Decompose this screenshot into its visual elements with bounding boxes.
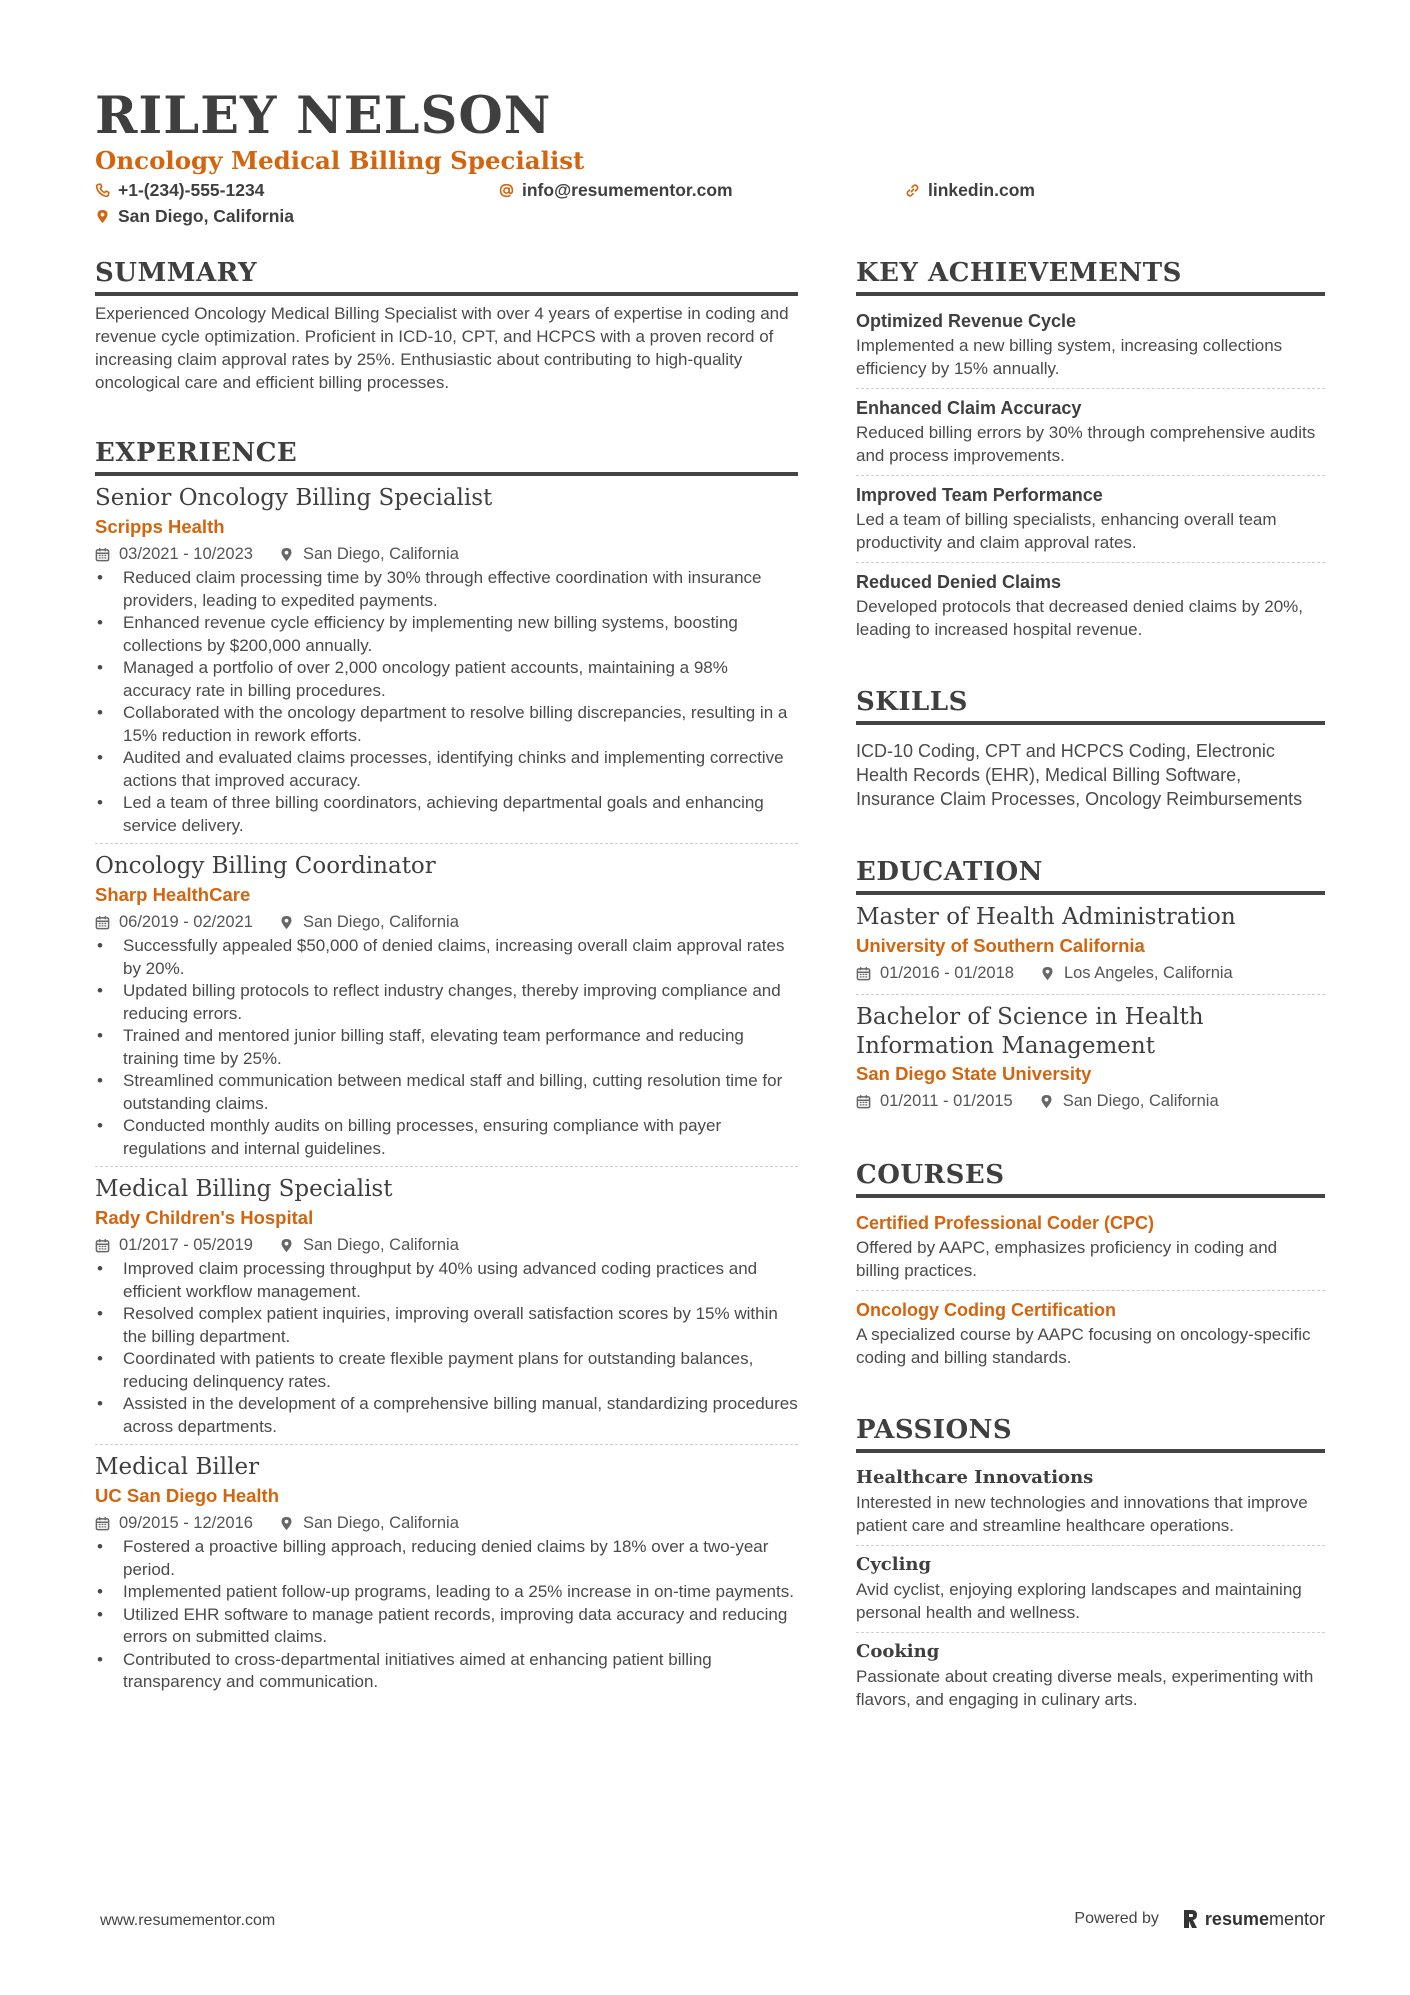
powered-by xyxy=(1074,1908,1325,1930)
job-dates-text: 06/2019 - 02/2021 xyxy=(119,913,253,931)
education-location-text: San Diego, California xyxy=(1062,1092,1219,1110)
achievement-text: Developed protocols that decreased denied claims by 20%, leading to increased hospital revenue. xyxy=(856,597,1303,639)
footer xyxy=(95,1908,1325,1938)
job-title: Oncology Billing Coordinator xyxy=(95,853,436,879)
skills-text: ICD-10 Coding, CPT and HCPCS Coding, Electronic Health Records (EHR), Medical Billing Software, Insurance Claim Processes, Oncology Reimbursements xyxy=(856,741,1303,809)
job-location-text: San Diego, California xyxy=(302,1514,459,1532)
phone-contact xyxy=(95,178,264,202)
calendar-icon xyxy=(95,1238,110,1253)
job-bullets xyxy=(95,1258,798,1438)
job-dates-text: 03/2021 - 10/2023 xyxy=(119,545,253,563)
job-company: Rady Children's Hospital xyxy=(95,1207,314,1228)
job-bullet: • Enhanced revenue cycle efficiency by implementing new billing systems, boosting collections by $200,000 annually. xyxy=(95,612,798,657)
job-bullet: • Fostered a proactive billing approach, reducing denied claims by 18% over a two-year period. xyxy=(95,1536,798,1581)
location-pin-icon xyxy=(1039,1094,1054,1109)
achievement-title: Enhanced Claim Accuracy xyxy=(856,398,1082,418)
job-dates xyxy=(95,542,253,566)
passions-section xyxy=(856,1413,1325,1719)
job-bullet: • Contributed to cross-departmental initiatives aimed at enhancing patient billing transparency and communication. xyxy=(95,1649,798,1694)
experience-section xyxy=(95,436,798,1700)
summary-heading: SUMMARY xyxy=(95,256,798,296)
brand-name-light: mentor xyxy=(1268,1908,1325,1929)
phone-text[interactable]: +1-(234)-555-1234 xyxy=(118,180,265,200)
resumementor-logo-icon xyxy=(1181,1908,1199,1930)
job-meta xyxy=(95,910,798,934)
job-bullet: • Successfully appealed $50,000 of denied claims, increasing overall claim approval rates by 20%. xyxy=(95,935,798,980)
location-pin-icon xyxy=(279,547,294,562)
job-bullet: • Improved claim processing throughput by 40% using advanced coding practices and efficient workflow management. xyxy=(95,1258,798,1303)
courses-heading: COURSES xyxy=(856,1158,1325,1198)
education-dates xyxy=(856,961,1014,985)
education-meta xyxy=(856,1089,1325,1113)
achievement-text: Implemented a new billing system, increasing collections efficiency by 15% annually. xyxy=(856,336,1283,378)
job-bullet: • Collaborated with the oncology department to resolve billing discrepancies, resulting in a 15% reduction in rework efforts. xyxy=(95,702,798,747)
footer-website-link[interactable]: www.resumementor.com xyxy=(100,1912,276,1929)
job-location-text: San Diego, California xyxy=(302,1236,459,1254)
powered-by-label: Powered by xyxy=(1074,1910,1159,1927)
job-meta xyxy=(95,542,798,566)
course-text: A specialized course by AAPC focusing on oncology-specific coding and billing standards. xyxy=(856,1325,1311,1367)
passion-text: Interested in new technologies and innovations that improve patient care and streamline healthcare operations. xyxy=(856,1493,1308,1535)
job-dates-text: 01/2017 - 05/2019 xyxy=(119,1236,253,1254)
education-item xyxy=(856,994,1325,1122)
passion-title: Cooking xyxy=(856,1641,940,1662)
job-bullet: • Managed a portfolio of over 2,000 oncology patient accounts, maintaining a 98% accuracy rate in billing procedures. xyxy=(95,657,798,702)
education-location xyxy=(1040,961,1233,985)
job-bullet: • Reduced claim processing time by 30% through effective coordination with insurance providers, leading to expedited payments. xyxy=(95,567,798,612)
school-name: University of Southern California xyxy=(856,935,1145,956)
job-location xyxy=(279,542,459,566)
location-pin-icon xyxy=(95,209,110,224)
summary-section xyxy=(95,256,798,394)
location-text: San Diego, California xyxy=(118,206,294,226)
achievement-text: Reduced billing errors by 30% through comprehensive audits and process improvements. xyxy=(856,423,1316,465)
education-location xyxy=(1039,1089,1219,1113)
job-bullet: • Coordinated with patients to create flexible payment plans for outstanding balances, reducing delinquency rates. xyxy=(95,1348,798,1393)
brand-logo[interactable] xyxy=(1181,1908,1325,1930)
job-location-text: San Diego, California xyxy=(302,545,459,563)
achievement-title: Optimized Revenue Cycle xyxy=(856,311,1077,331)
course-text: Offered by AAPC, emphasizes proficiency in coding and billing practices. xyxy=(856,1238,1278,1280)
job-bullet: • Audited and evaluated claims processes, identifying chinks and implementing corrective actions that improved accuracy. xyxy=(95,747,798,792)
course-item xyxy=(856,1290,1325,1377)
candidate-role: Oncology Medical Billing Specialist xyxy=(95,146,585,175)
job-dates xyxy=(95,1233,253,1257)
link-icon xyxy=(905,183,920,198)
job-company: Sharp HealthCare xyxy=(95,884,251,905)
job-bullets xyxy=(95,935,798,1160)
job-bullet: • Utilized EHR software to manage patient records, improving data accuracy and reducing errors on submitted claims. xyxy=(95,1604,798,1649)
skills-section xyxy=(856,685,1325,811)
right-column xyxy=(856,256,1325,1719)
achievement-item xyxy=(856,302,1325,388)
job-location xyxy=(279,910,459,934)
education-dates-text: 01/2016 - 01/2018 xyxy=(880,964,1014,982)
calendar-icon xyxy=(95,1516,110,1531)
passions-heading: PASSIONS xyxy=(856,1413,1325,1453)
job-entry xyxy=(95,1166,798,1444)
education-item xyxy=(856,901,1325,994)
job-bullet: • Streamlined communication between medical staff and billing, cutting resolution time for outstanding claims. xyxy=(95,1070,798,1115)
passion-title: Cycling xyxy=(856,1554,932,1575)
education-dates xyxy=(856,1089,1013,1113)
job-meta xyxy=(95,1511,798,1535)
calendar-icon xyxy=(95,915,110,930)
job-meta xyxy=(95,1233,798,1257)
school-name: San Diego State University xyxy=(856,1063,1092,1084)
degree-title: Master of Health Administration xyxy=(856,904,1236,930)
passion-item xyxy=(856,1459,1325,1545)
calendar-icon xyxy=(95,547,110,562)
calendar-icon xyxy=(856,1094,871,1109)
education-dates-text: 01/2011 - 01/2015 xyxy=(880,1092,1013,1110)
brand-name-bold: resume xyxy=(1204,1908,1269,1929)
summary-text: Experienced Oncology Medical Billing Specialist with over 4 years of expertise in coding and revenue cycle optimization. Proficient in ICD-10, CPT, and HCPCS with a proven record of increasing claim approval rates by 25%. Enthusiastic about contributing to high-quality oncological care and efficient billing processes. xyxy=(95,304,789,392)
contact-info xyxy=(95,178,1325,234)
degree-title: Bachelor of Science in Health Information Management xyxy=(856,1004,1204,1059)
job-bullet: • Assisted in the development of a comprehensive billing manual, standardizing procedures across departments. xyxy=(95,1393,798,1438)
passion-item xyxy=(856,1632,1325,1719)
email-link[interactable]: info@resumementor.com xyxy=(522,180,733,200)
job-bullet: • Updated billing protocols to reflect industry changes, thereby improving compliance and reducing errors. xyxy=(95,980,798,1025)
passion-text: Avid cyclist, enjoying exploring landscapes and maintaining personal health and wellness. xyxy=(856,1580,1302,1622)
education-heading: EDUCATION xyxy=(856,855,1325,895)
job-dates xyxy=(95,910,253,934)
job-location-text: San Diego, California xyxy=(302,913,459,931)
job-bullet: • Conducted monthly audits on billing processes, ensuring compliance with payer regulations and internal guidelines. xyxy=(95,1115,798,1160)
linkedin-link[interactable]: linkedin.com xyxy=(928,180,1035,200)
education-meta xyxy=(856,961,1325,985)
email-contact xyxy=(499,178,733,202)
course-title: Certified Professional Coder (CPC) xyxy=(856,1213,1155,1233)
location-pin-icon xyxy=(279,1238,294,1253)
course-item xyxy=(856,1204,1325,1290)
job-bullet: • Implemented patient follow-up programs, leading to a 25% increase in on-time payments. xyxy=(95,1581,798,1604)
job-company: Scripps Health xyxy=(95,516,225,537)
location-contact xyxy=(95,204,294,228)
education-section xyxy=(856,855,1325,1122)
job-entry xyxy=(95,482,798,843)
location-pin-icon xyxy=(279,915,294,930)
achievements-heading: KEY ACHIEVEMENTS xyxy=(856,256,1325,296)
courses-section xyxy=(856,1158,1325,1377)
location-pin-icon xyxy=(1040,966,1055,981)
job-dates xyxy=(95,1511,253,1535)
achievement-text: Led a team of billing specialists, enhancing overall team productivity and claim approval rates. xyxy=(856,510,1277,552)
header xyxy=(95,88,1325,234)
job-bullets xyxy=(95,1536,798,1694)
achievement-item xyxy=(856,475,1325,562)
passion-item xyxy=(856,1545,1325,1632)
location-pin-icon xyxy=(279,1516,294,1531)
achievement-title: Improved Team Performance xyxy=(856,485,1103,505)
course-title: Oncology Coding Certification xyxy=(856,1300,1116,1320)
job-title: Medical Biller xyxy=(95,1454,260,1480)
candidate-name: RILEY NELSON xyxy=(95,86,552,146)
job-bullet: • Trained and mentored junior billing staff, elevating team performance and reducing training time by 25%. xyxy=(95,1025,798,1070)
education-location-text: Los Angeles, California xyxy=(1063,964,1233,982)
job-title: Medical Billing Specialist xyxy=(95,1176,393,1202)
job-location xyxy=(279,1511,459,1535)
achievement-item xyxy=(856,562,1325,649)
job-entry xyxy=(95,843,798,1166)
job-bullet: • Resolved complex patient inquiries, improving overall satisfaction scores by 15% within the billing department. xyxy=(95,1303,798,1348)
job-bullets xyxy=(95,567,798,837)
job-location xyxy=(279,1233,459,1257)
calendar-icon xyxy=(856,966,871,981)
achievement-item xyxy=(856,388,1325,475)
passion-text: Passionate about creating diverse meals, experimenting with flavors, and engaging in culinary arts. xyxy=(856,1667,1314,1709)
job-dates-text: 09/2015 - 12/2016 xyxy=(119,1514,253,1532)
achievements-section xyxy=(856,256,1325,649)
job-bullet: • Led a team of three billing coordinators, achieving departmental goals and enhancing service delivery. xyxy=(95,792,798,837)
job-company: UC San Diego Health xyxy=(95,1485,279,1506)
at-icon xyxy=(499,183,514,198)
skills-heading: SKILLS xyxy=(856,685,1325,725)
job-title: Senior Oncology Billing Specialist xyxy=(95,485,493,511)
achievement-title: Reduced Denied Claims xyxy=(856,572,1062,592)
phone-icon xyxy=(95,183,110,198)
job-entry xyxy=(95,1444,798,1700)
linkedin-contact xyxy=(905,178,1035,202)
passion-title: Healthcare Innovations xyxy=(856,1467,1094,1488)
experience-heading: EXPERIENCE xyxy=(95,436,798,476)
left-column xyxy=(95,256,798,1700)
